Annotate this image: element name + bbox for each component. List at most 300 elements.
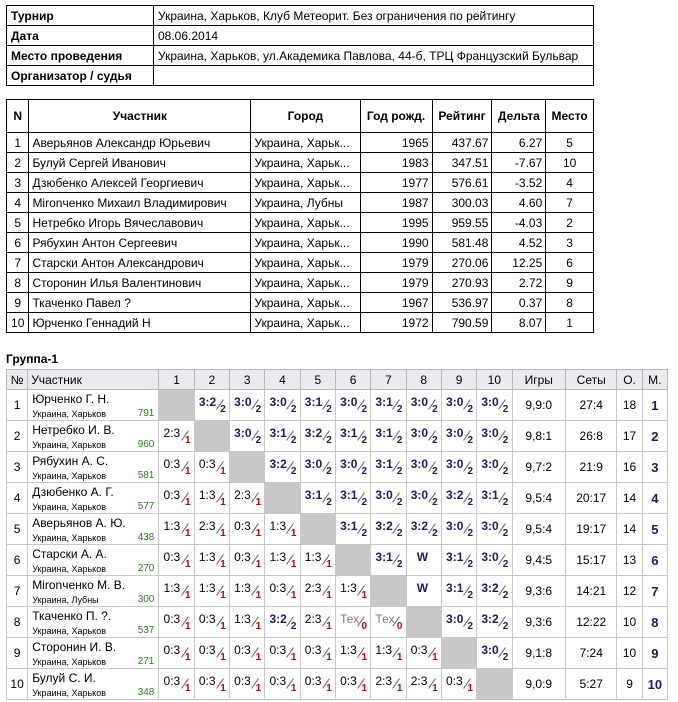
match-cell	[406, 545, 441, 576]
match-cell	[194, 390, 229, 421]
row-number: 7	[7, 576, 28, 607]
participant-year: 1965	[360, 133, 432, 153]
participant-city: Украина, Харьк...	[251, 313, 360, 333]
match-points: 2	[467, 620, 474, 632]
participant-year: 1987	[360, 193, 432, 213]
match-score: 3:0	[234, 425, 252, 440]
participant-n: 4	[7, 193, 29, 213]
row-number: 4	[7, 483, 28, 514]
match-cell	[300, 452, 335, 483]
match-points: 1	[220, 527, 226, 539]
participants-header: Участник	[29, 100, 251, 133]
participant-delta: 12.25	[492, 253, 546, 273]
match-points: 1	[184, 496, 191, 508]
match-points: 2	[361, 496, 368, 508]
match-points: 1	[290, 589, 297, 601]
col-no: №	[7, 370, 28, 390]
match-points: 1	[396, 682, 403, 694]
participant-row	[7, 293, 594, 313]
match-result	[232, 610, 262, 632]
match-result	[197, 672, 227, 694]
row-games: 9,3:6	[512, 576, 565, 607]
match-result	[409, 641, 439, 663]
match-points: 1	[467, 682, 474, 694]
match-points: 0	[361, 620, 368, 632]
place-value: 1	[651, 397, 659, 413]
match-score: 3:1	[340, 518, 358, 533]
match-result	[373, 610, 403, 632]
participants-table	[6, 99, 594, 333]
match-result	[232, 548, 262, 570]
match-score: Тех	[375, 611, 395, 626]
match-result	[338, 672, 368, 694]
participant-n: 9	[7, 293, 29, 313]
info-label: Турнир	[7, 6, 154, 26]
row-points: 14	[617, 514, 642, 545]
participant-row	[7, 313, 594, 333]
participant-place: 6	[546, 253, 594, 273]
participant-year: 1977	[360, 173, 432, 193]
match-cell	[441, 390, 476, 421]
match-points: 1	[396, 651, 403, 663]
match-score: 0:3	[304, 642, 322, 657]
player-city: Украина, Харьков	[32, 533, 106, 543]
player-rating: 791	[137, 408, 155, 419]
match-score: 1:3	[269, 518, 287, 533]
match-cell	[477, 452, 512, 483]
match-score: 3:2	[375, 518, 393, 533]
match-cell	[159, 669, 194, 700]
match-score: 3:0	[375, 487, 393, 502]
match-points: 2	[502, 527, 509, 539]
match-score: 0:3	[163, 549, 181, 564]
player-city: Украина, Харьков	[32, 471, 106, 481]
match-result	[232, 486, 262, 508]
match-cell	[477, 638, 512, 669]
match-points: 1	[432, 651, 438, 663]
diagonal-cell	[371, 576, 406, 607]
match-points: 2	[220, 403, 226, 415]
match-result	[479, 548, 509, 570]
row-points: 13	[617, 545, 642, 576]
match-points: 1	[220, 558, 226, 570]
match-cell	[335, 421, 370, 452]
match-points: 2	[467, 496, 474, 508]
match-points: 1	[290, 558, 297, 570]
match-cell	[335, 514, 370, 545]
match-points: 2	[396, 558, 403, 570]
match-cell	[441, 452, 476, 483]
group-row	[7, 576, 668, 607]
col-opponent: 10	[477, 370, 512, 390]
participant-n: 3	[7, 173, 29, 193]
participant-row	[7, 273, 594, 293]
match-cell	[194, 483, 229, 514]
match-score: 2:3	[375, 673, 393, 688]
participant-city: Украина, Харьк...	[251, 133, 360, 153]
match-result	[232, 641, 262, 663]
match-points: 1	[255, 589, 262, 601]
match-cell	[441, 514, 476, 545]
match-score: 1:3	[375, 642, 393, 657]
match-points: 1	[326, 589, 332, 601]
row-place	[642, 452, 667, 483]
participant-year: 1972	[360, 313, 432, 333]
match-result	[303, 641, 333, 663]
match-cell	[406, 390, 441, 421]
participant-row	[7, 173, 594, 193]
player-cell	[28, 576, 159, 607]
match-score: 3:1	[375, 425, 393, 440]
participant-row	[7, 153, 594, 173]
participant-delta: 2.72	[492, 273, 546, 293]
match-cell	[335, 452, 370, 483]
match-points: 2	[396, 496, 403, 508]
diagonal-cell	[335, 545, 370, 576]
match-score: 3:0	[446, 456, 464, 471]
match-score: 3:1	[375, 394, 393, 409]
match-result	[409, 486, 439, 508]
place-value: 7	[651, 583, 659, 599]
match-result	[479, 517, 509, 539]
row-place	[642, 483, 667, 514]
col-opponent: 9	[441, 370, 476, 390]
row-points: 14	[617, 483, 642, 514]
participant-year: 1967	[360, 293, 432, 313]
match-cell	[477, 483, 512, 514]
match-cell	[265, 421, 300, 452]
match-score: 2:3	[410, 673, 428, 688]
match-cell	[441, 483, 476, 514]
group-row	[7, 452, 668, 483]
participants-header: Год рожд.	[360, 100, 432, 133]
match-points: 2	[502, 558, 509, 570]
match-cell	[265, 638, 300, 669]
match-result	[373, 455, 403, 477]
row-number: 10	[7, 669, 28, 700]
match-result	[267, 548, 297, 570]
row-sets: 14:21	[565, 576, 616, 607]
match-points: 2	[396, 434, 403, 446]
participant-city: Украина, Харьк...	[251, 173, 360, 193]
match-score: W	[416, 549, 429, 564]
row-number: 5	[7, 514, 28, 545]
match-points: 1	[255, 682, 262, 694]
participants-header: Рейтинг	[432, 100, 492, 133]
match-result	[267, 455, 297, 477]
match-score: 3:1	[375, 549, 393, 564]
match-cell	[230, 545, 265, 576]
player-name: Ткаченко П. ?.	[32, 609, 112, 623]
row-place	[642, 390, 667, 421]
match-points: 2	[467, 589, 474, 601]
match-cell	[230, 390, 265, 421]
col-place: М.	[642, 370, 667, 390]
player-name: Дзюбенко А. Г.	[32, 485, 114, 499]
match-cell	[406, 576, 441, 607]
match-score: 3:0	[446, 611, 464, 626]
player-rating: 300	[137, 594, 155, 605]
match-points: 2	[255, 434, 262, 446]
match-result	[232, 517, 262, 539]
match-cell	[441, 545, 476, 576]
group-row	[7, 545, 668, 576]
info-value	[154, 66, 594, 86]
match-cell	[335, 483, 370, 514]
row-games: 9,5:4	[512, 483, 565, 514]
match-score: 0:3	[198, 642, 216, 657]
match-points: 1	[361, 589, 368, 601]
match-points: 2	[396, 403, 403, 415]
match-result	[303, 672, 333, 694]
col-opponent: 2	[194, 370, 229, 390]
place-value: 10	[647, 676, 663, 692]
match-points: 2	[467, 434, 474, 446]
match-points: 2	[502, 465, 509, 477]
participant-name: Рябухин Антон Сергеевич	[29, 233, 251, 253]
match-result	[197, 548, 227, 570]
match-result	[444, 393, 474, 415]
participant-place: 2	[546, 213, 594, 233]
player-cell	[28, 607, 159, 638]
match-result	[267, 672, 297, 694]
match-result	[444, 486, 474, 508]
match-points: 1	[290, 682, 297, 694]
match-score: 0:3	[234, 673, 251, 688]
col-opponent: 6	[335, 370, 370, 390]
participant-delta: 8.07	[492, 313, 546, 333]
match-cell	[406, 669, 441, 700]
match-score: 2:3	[234, 487, 251, 502]
match-result	[338, 610, 368, 632]
participant-row	[7, 133, 594, 153]
match-result	[303, 393, 333, 415]
match-points: 1	[220, 620, 226, 632]
row-games: 9,0:9	[512, 669, 565, 700]
match-points: 2	[255, 403, 262, 415]
match-score: 3:2	[198, 394, 217, 409]
match-result	[444, 548, 474, 570]
row-number: 9	[7, 638, 28, 669]
match-result	[232, 579, 262, 601]
participant-row	[7, 253, 594, 273]
match-score: 3:1	[340, 487, 358, 502]
match-cell	[265, 545, 300, 576]
match-result	[267, 641, 297, 663]
info-row	[7, 6, 594, 26]
match-score: 3:2	[481, 580, 499, 595]
match-cell	[406, 452, 441, 483]
match-result	[232, 672, 262, 694]
match-cell	[194, 607, 229, 638]
place-value: 4	[651, 490, 659, 506]
match-cell	[300, 483, 335, 514]
participant-delta: 6.27	[492, 133, 546, 153]
info-label: Организатор / судья	[7, 66, 154, 86]
participant-name: Сторонин Илья Валентинович	[29, 273, 251, 293]
participant-year: 1979	[360, 253, 432, 273]
match-result	[303, 579, 333, 601]
match-score: 0:3	[198, 673, 216, 688]
col-opponent: 1	[159, 370, 194, 390]
match-result	[162, 579, 192, 601]
match-score: 3:0	[304, 456, 323, 471]
match-score: 3:1	[269, 425, 287, 440]
row-points: 10	[617, 607, 642, 638]
col-opponent: 5	[300, 370, 335, 390]
match-cell	[265, 514, 300, 545]
participant-city: Украина, Харьк...	[251, 293, 360, 313]
participant-n: 2	[7, 153, 29, 173]
group-title: Группа-1	[6, 352, 59, 366]
match-cell	[335, 390, 370, 421]
participant-delta: -3.52	[492, 173, 546, 193]
match-result	[338, 486, 368, 508]
match-result	[479, 610, 509, 632]
match-score: 0:3	[198, 611, 216, 626]
player-cell	[28, 638, 159, 669]
info-row	[7, 46, 594, 66]
row-sets: 15:17	[565, 545, 616, 576]
player-cell	[28, 545, 159, 576]
info-label: Место проведения	[7, 46, 154, 66]
participant-rating: 437.67	[432, 133, 492, 153]
match-points: 2	[361, 434, 368, 446]
participant-n: 5	[7, 213, 29, 233]
match-score: 3:0	[446, 518, 464, 533]
row-points: 16	[617, 452, 642, 483]
match-score: 0:3	[163, 611, 181, 626]
match-points: 2	[467, 527, 474, 539]
match-cell	[265, 576, 300, 607]
match-score: 3:1	[446, 549, 464, 564]
col-points: О.	[617, 370, 642, 390]
match-points: 1	[220, 589, 226, 601]
match-result	[409, 455, 439, 477]
row-number: 8	[7, 607, 28, 638]
match-result	[303, 455, 333, 477]
participant-rating: 581.48	[432, 233, 492, 253]
diagonal-cell	[159, 390, 194, 421]
participant-year: 1979	[360, 273, 432, 293]
match-score: 1:3	[198, 580, 216, 595]
participant-delta: 4.60	[492, 193, 546, 213]
player-cell	[28, 421, 159, 452]
match-result	[373, 393, 403, 415]
col-sets: Сеты	[565, 370, 616, 390]
match-cell	[477, 545, 512, 576]
match-score: 3:2	[269, 611, 287, 626]
participant-n: 6	[7, 233, 29, 253]
player-cell	[28, 483, 159, 514]
match-points: 1	[220, 465, 226, 477]
match-cell	[159, 421, 194, 452]
player-city: Украина, Лубны	[32, 595, 99, 605]
match-points: 2	[502, 589, 509, 601]
match-cell	[230, 514, 265, 545]
participant-city: Украина, Лубны	[251, 193, 360, 213]
match-score: 0:3	[198, 456, 216, 471]
match-points: 1	[220, 651, 226, 663]
match-result	[162, 455, 192, 477]
match-points: 2	[432, 527, 438, 539]
match-points: 2	[290, 620, 297, 632]
participant-name: Ткаченко Павел ?	[29, 293, 251, 313]
match-points: 1	[184, 527, 191, 539]
row-place	[642, 576, 667, 607]
match-score: 0:3	[163, 642, 181, 657]
match-score: 0:3	[163, 673, 181, 688]
match-result	[373, 548, 403, 570]
participant-rating: 959.55	[432, 213, 492, 233]
match-cell	[477, 421, 512, 452]
row-games: 9,3:6	[512, 607, 565, 638]
player-name: Рябухин А. С.	[32, 454, 109, 468]
match-score: 1:3	[163, 580, 181, 595]
player-cell	[28, 514, 159, 545]
participant-name: Мironченко Михаил Владимирович	[29, 193, 251, 213]
participant-place: 5	[546, 133, 594, 153]
match-points: 1	[220, 682, 226, 694]
match-cell	[371, 545, 406, 576]
diagonal-cell	[406, 607, 441, 638]
match-points: 1	[255, 558, 262, 570]
row-points: 12	[617, 576, 642, 607]
row-place	[642, 607, 667, 638]
participant-row	[7, 213, 594, 233]
match-result	[267, 424, 297, 446]
match-result	[479, 486, 509, 508]
match-points: 2	[290, 465, 297, 477]
participants-header: N	[7, 100, 29, 133]
match-cell	[300, 607, 335, 638]
match-points: 2	[326, 434, 332, 446]
match-points: 1	[255, 651, 262, 663]
match-points: 1	[184, 434, 191, 446]
match-cell	[371, 514, 406, 545]
match-score: 1:3	[234, 580, 251, 595]
match-points: 1	[361, 682, 368, 694]
match-score: 3:0	[269, 394, 287, 409]
participant-n: 10	[7, 313, 29, 333]
match-result	[444, 579, 474, 601]
col-opponent: 4	[265, 370, 300, 390]
diagonal-cell	[477, 669, 512, 700]
match-result	[232, 424, 262, 446]
participants-header: Город	[251, 100, 360, 133]
player-rating: 537	[137, 625, 155, 636]
place-value: 5	[651, 521, 659, 537]
match-score: 3:1	[304, 487, 323, 502]
match-cell	[265, 452, 300, 483]
match-points: 1	[326, 558, 332, 570]
match-points: 1	[290, 651, 297, 663]
match-score: 0:3	[340, 673, 357, 688]
match-score: 3:1	[481, 487, 499, 502]
info-value: Украина, Харьков, ул.Академика Павлова, 44-б, ТРЦ Французский Бульвар	[154, 46, 594, 66]
match-cell	[159, 545, 194, 576]
group-results-table	[6, 369, 668, 700]
diagonal-cell	[194, 421, 229, 452]
row-points: 9	[617, 669, 642, 700]
player-rating: 577	[137, 501, 155, 512]
match-score: 3:0	[481, 394, 499, 409]
participants-header: Дельта	[492, 100, 546, 133]
match-score: 3:2	[446, 487, 464, 502]
match-points: 2	[361, 527, 368, 539]
participant-name: Аверьянов Александр Юрьевич	[29, 133, 251, 153]
match-points: 2	[326, 496, 332, 508]
